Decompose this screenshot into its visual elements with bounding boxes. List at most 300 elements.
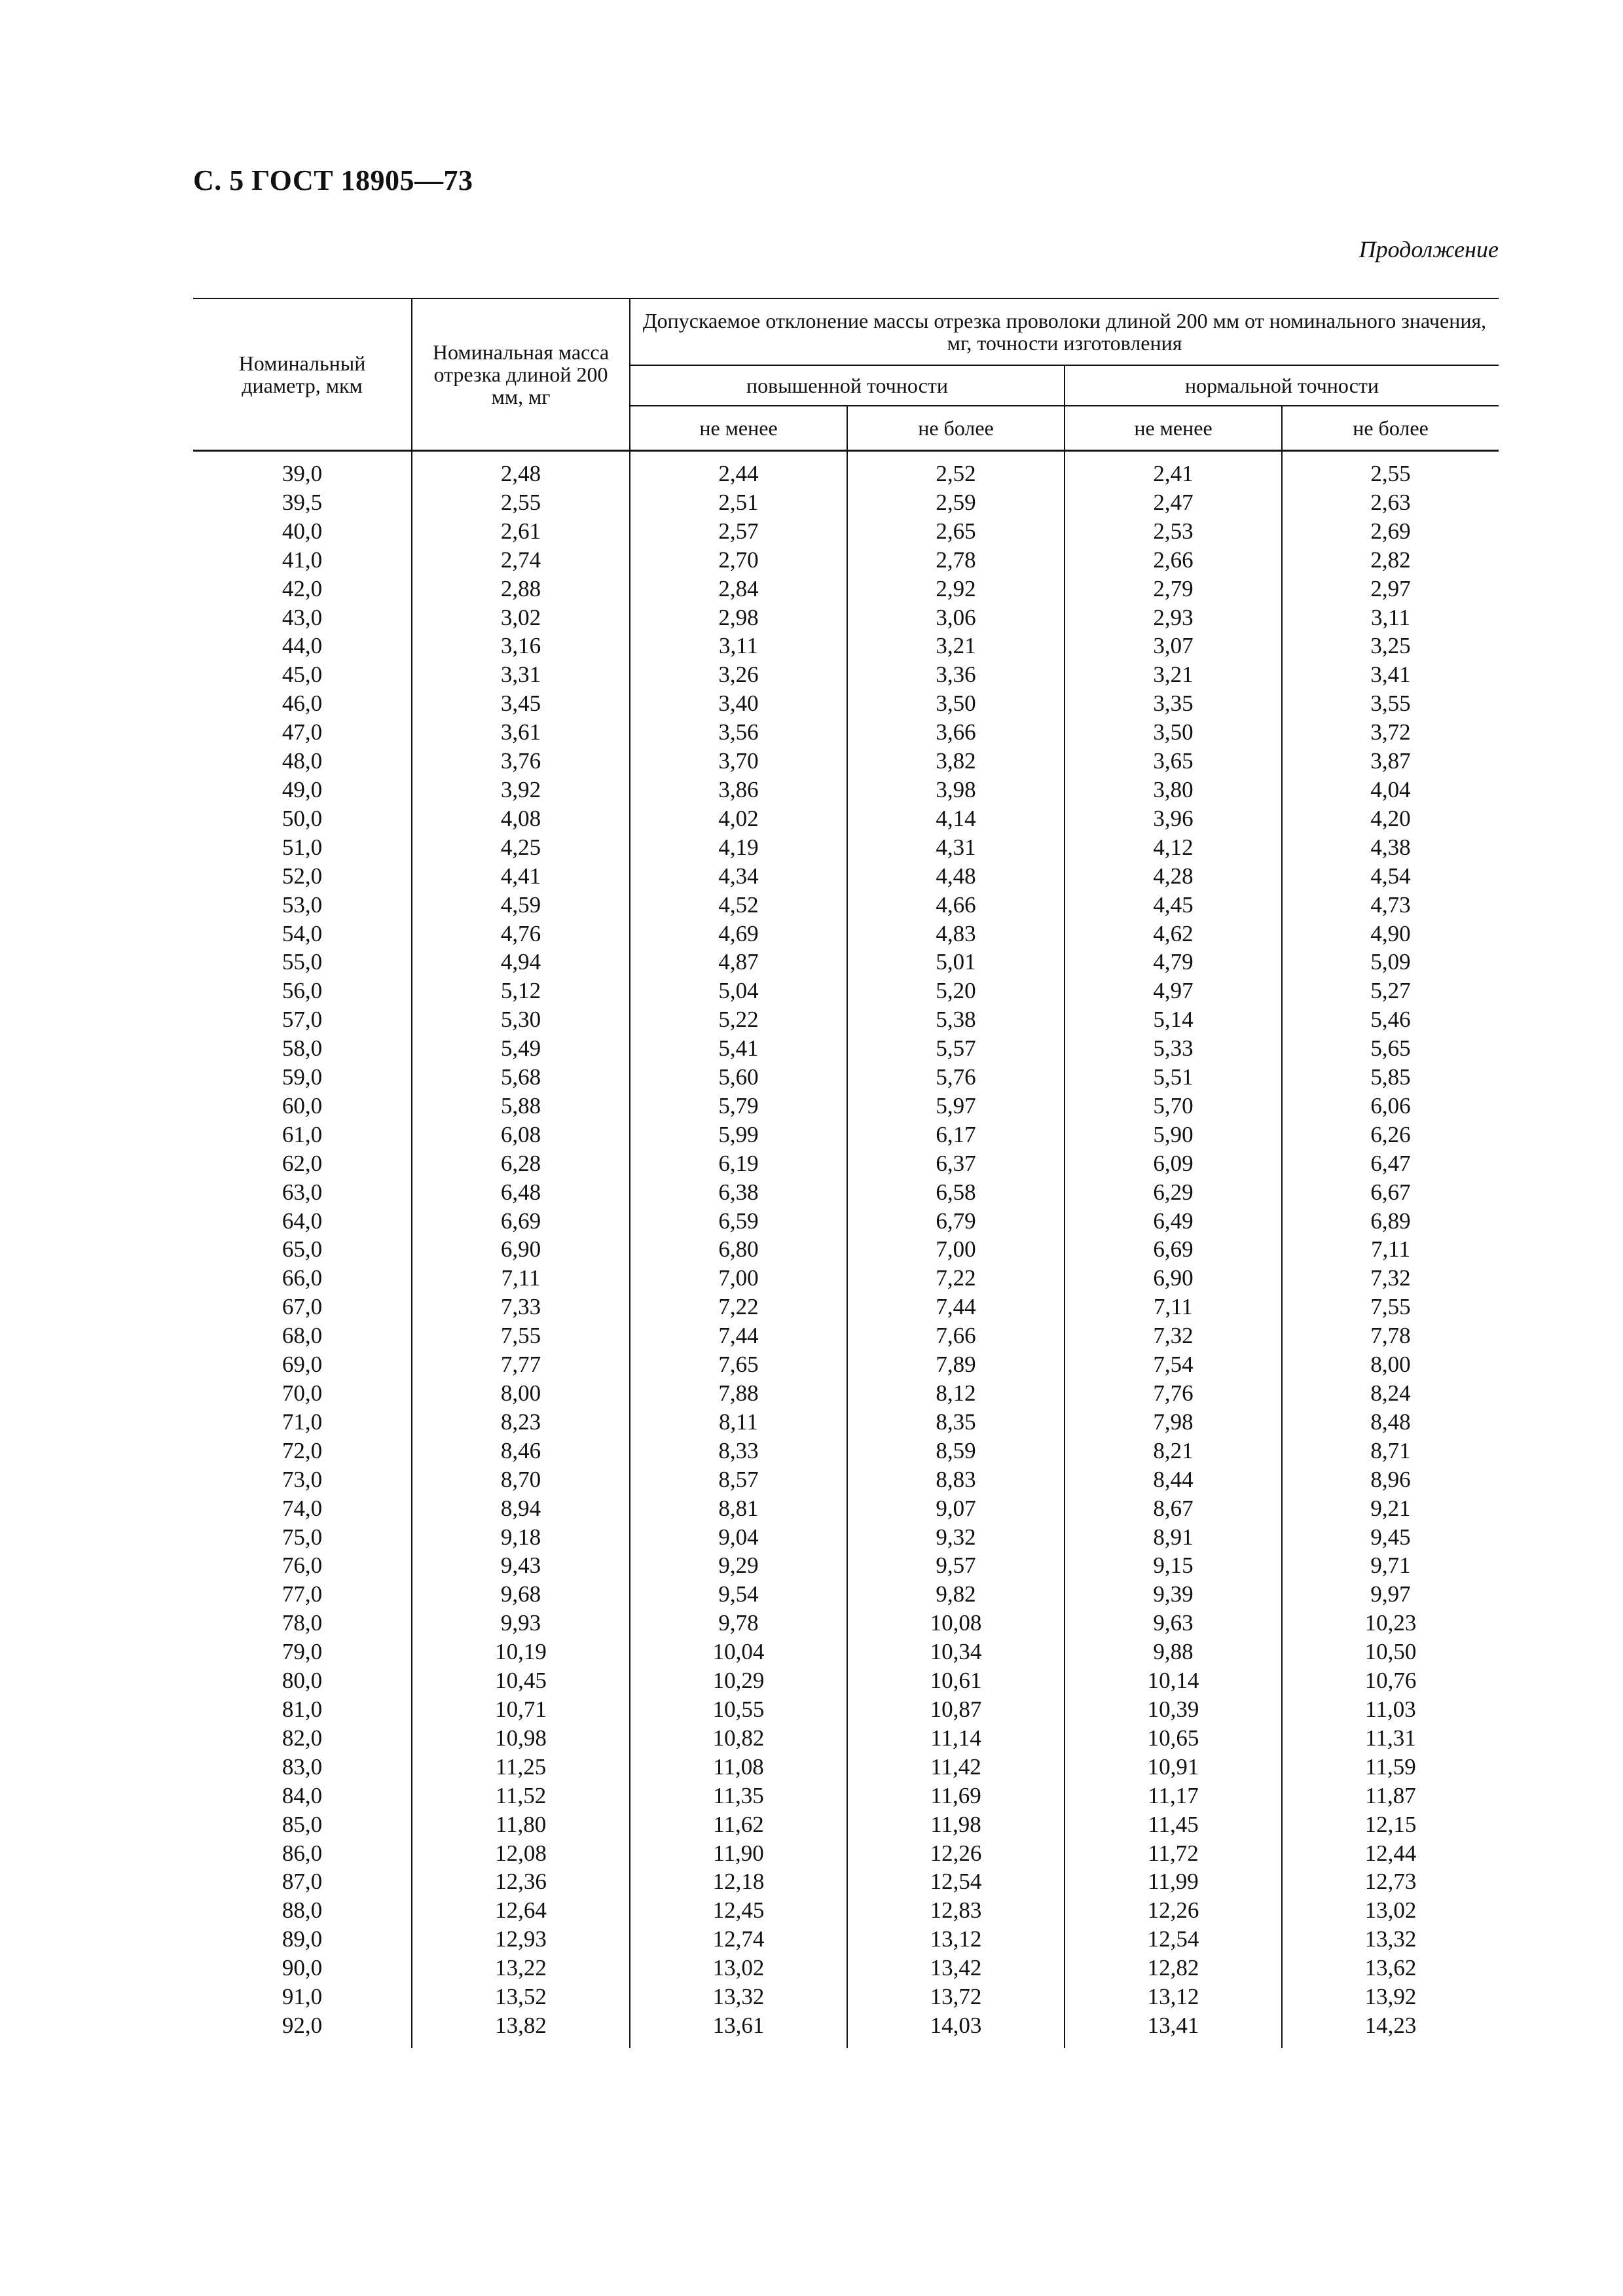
header-increased-accuracy: повышенной точности [630, 365, 1065, 406]
cell-nominal-mass: 12,08 [412, 1839, 630, 1868]
cell-diameter: 66,0 [282, 1265, 323, 1291]
table-row [193, 1207, 1499, 1236]
cell-increased-min: 2,57 [630, 517, 847, 546]
cell-normal-min: 3,96 [1065, 804, 1282, 833]
cell-diameter: 82,0 [282, 1725, 323, 1751]
cell-nominal-mass: 10,98 [412, 1724, 630, 1753]
cell-increased-min: 2,70 [630, 546, 847, 575]
cell-normal-min: 10,91 [1065, 1753, 1282, 1782]
cell-normal-min: 7,32 [1065, 1321, 1282, 1350]
cell-nominal-mass: 6,48 [412, 1178, 630, 1207]
cell-normal-min: 7,11 [1065, 1293, 1282, 1321]
cell-normal-min: 7,76 [1065, 1379, 1282, 1408]
cell-nominal-mass: 8,70 [412, 1465, 630, 1494]
cell-normal-min: 5,51 [1065, 1063, 1282, 1092]
table-row [193, 575, 1499, 603]
cell-increased-max: 8,35 [847, 1408, 1065, 1437]
cell-nominal-mass: 9,93 [412, 1609, 630, 1638]
cell-normal-min: 4,12 [1065, 833, 1282, 862]
cell-increased-max: 9,32 [847, 1523, 1065, 1552]
cell-increased-max: 12,54 [847, 1867, 1065, 1896]
cell-normal-max: 12,44 [1282, 1839, 1499, 1868]
cell-increased-min: 3,26 [630, 660, 847, 689]
table-row [193, 862, 1499, 891]
page-header: С. 5 ГОСТ 18905—73 [193, 164, 473, 196]
cell-normal-min: 5,70 [1065, 1092, 1282, 1121]
table-row [193, 1005, 1499, 1034]
cell-normal-max: 3,41 [1282, 660, 1499, 689]
cell-increased-min: 2,98 [630, 603, 847, 632]
cell-nominal-mass: 12,93 [412, 1925, 630, 1954]
cell-increased-max: 12,26 [847, 1839, 1065, 1868]
cell-normal-min: 4,45 [1065, 891, 1282, 920]
cell-nominal-mass: 9,68 [412, 1580, 630, 1609]
cell-normal-max: 8,48 [1282, 1408, 1499, 1437]
cell-nominal-mass: 3,31 [412, 660, 630, 689]
cell-increased-min: 11,62 [630, 1810, 847, 1839]
cell-increased-min: 8,57 [630, 1465, 847, 1494]
cell-increased-max: 8,12 [847, 1379, 1065, 1408]
continuation-label: Продолжение [1359, 236, 1499, 262]
cell-normal-min: 11,45 [1065, 1810, 1282, 1839]
cell-increased-max: 4,14 [847, 804, 1065, 833]
cell-normal-max: 6,06 [1282, 1092, 1499, 1121]
cell-nominal-mass: 7,77 [412, 1350, 630, 1379]
cell-normal-max: 5,85 [1282, 1063, 1499, 1092]
cell-diameter: 61,0 [282, 1121, 323, 1147]
cell-diameter: 73,0 [282, 1466, 323, 1492]
cell-normal-min: 8,44 [1065, 1465, 1282, 1494]
cell-diameter: 63,0 [282, 1179, 323, 1205]
cell-normal-max: 7,11 [1282, 1235, 1499, 1264]
cell-diameter: 89,0 [282, 1926, 323, 1952]
cell-nominal-mass: 10,19 [412, 1638, 630, 1666]
table-row [193, 920, 1499, 948]
cell-diameter: 58,0 [282, 1035, 323, 1062]
cell-diameter: 57,0 [282, 1007, 323, 1033]
cell-diameter: 64,0 [282, 1208, 323, 1234]
cell-normal-min: 3,35 [1065, 689, 1282, 718]
cell-increased-max: 2,92 [847, 575, 1065, 603]
table-row [193, 1666, 1499, 1695]
cell-normal-max: 11,87 [1282, 1782, 1499, 1810]
cell-normal-max: 2,82 [1282, 546, 1499, 575]
cell-diameter: 39,0 [282, 461, 323, 486]
cell-increased-min: 2,51 [630, 488, 847, 517]
header-nominal-mass: Номинальная масса отрезка длиной 200 мм, мг [412, 298, 630, 451]
cell-nominal-mass: 11,52 [412, 1782, 630, 1810]
cell-diameter: 49,0 [282, 776, 323, 802]
cell-increased-min: 10,29 [630, 1666, 847, 1695]
cell-normal-max: 10,50 [1282, 1638, 1499, 1666]
cell-normal-max: 5,09 [1282, 948, 1499, 977]
cell-diameter: 77,0 [282, 1581, 323, 1607]
cell-diameter: 39,5 [282, 489, 323, 515]
cell-increased-min: 6,59 [630, 1207, 847, 1236]
cell-increased-max: 11,69 [847, 1782, 1065, 1810]
table-row [193, 1867, 1499, 1896]
cell-diameter: 78,0 [282, 1610, 323, 1636]
cell-increased-min: 7,44 [630, 1321, 847, 1350]
cell-increased-max: 4,31 [847, 833, 1065, 862]
cell-increased-min: 7,22 [630, 1293, 847, 1321]
cell-normal-min: 9,63 [1065, 1609, 1282, 1638]
cell-normal-min: 2,66 [1065, 546, 1282, 575]
cell-diameter: 45,0 [282, 662, 323, 688]
table-row [193, 632, 1499, 660]
cell-normal-min: 2,41 [1065, 451, 1282, 488]
cell-normal-min: 3,07 [1065, 632, 1282, 660]
cell-normal-max: 4,73 [1282, 891, 1499, 920]
cell-normal-min: 4,97 [1065, 977, 1282, 1005]
cell-nominal-mass: 7,33 [412, 1293, 630, 1321]
cell-normal-max: 3,25 [1282, 632, 1499, 660]
table-row [193, 1293, 1499, 1321]
cell-increased-max: 13,12 [847, 1925, 1065, 1954]
cell-increased-min: 4,34 [630, 862, 847, 891]
data-table [193, 298, 1499, 2048]
cell-nominal-mass: 4,08 [412, 804, 630, 833]
cell-increased-min: 4,19 [630, 833, 847, 862]
table-row [193, 1954, 1499, 1982]
cell-normal-max: 13,62 [1282, 1954, 1499, 1982]
cell-normal-min: 9,39 [1065, 1580, 1282, 1609]
table-row [193, 1982, 1499, 2011]
table-row [193, 1379, 1499, 1408]
cell-normal-max: 7,55 [1282, 1293, 1499, 1321]
cell-diameter: 91,0 [282, 1984, 323, 2010]
cell-increased-min: 10,82 [630, 1724, 847, 1753]
cell-increased-min: 7,65 [630, 1350, 847, 1379]
cell-normal-max: 7,32 [1282, 1264, 1499, 1293]
cell-normal-max: 13,32 [1282, 1925, 1499, 1954]
cell-normal-max: 3,55 [1282, 689, 1499, 718]
cell-normal-min: 11,99 [1065, 1867, 1282, 1896]
cell-increased-max: 11,98 [847, 1810, 1065, 1839]
cell-increased-max: 3,50 [847, 689, 1065, 718]
cell-normal-max: 2,69 [1282, 517, 1499, 546]
table-row [193, 1896, 1499, 1925]
cell-increased-max: 14,03 [847, 2011, 1065, 2048]
cell-nominal-mass: 8,00 [412, 1379, 630, 1408]
cell-increased-max: 13,42 [847, 1954, 1065, 1982]
table-row [193, 1264, 1499, 1293]
cell-normal-min: 7,98 [1065, 1408, 1282, 1437]
cell-increased-max: 5,20 [847, 977, 1065, 1005]
cell-diameter: 59,0 [282, 1064, 323, 1090]
cell-normal-min: 6,49 [1065, 1207, 1282, 1236]
table-row [193, 451, 1499, 488]
table-row [193, 1350, 1499, 1379]
cell-normal-max: 6,47 [1282, 1149, 1499, 1178]
cell-nominal-mass: 5,49 [412, 1034, 630, 1063]
cell-increased-max: 2,52 [847, 451, 1065, 488]
cell-nominal-mass: 4,94 [412, 948, 630, 977]
table-header [193, 298, 1499, 451]
cell-increased-min: 3,70 [630, 747, 847, 776]
cell-increased-min: 9,04 [630, 1523, 847, 1552]
cell-increased-max: 10,34 [847, 1638, 1065, 1666]
cell-diameter: 79,0 [282, 1639, 323, 1665]
cell-increased-min: 8,33 [630, 1437, 847, 1465]
cell-normal-max: 10,23 [1282, 1609, 1499, 1638]
cell-normal-max: 8,24 [1282, 1379, 1499, 1408]
cell-normal-max: 2,63 [1282, 488, 1499, 517]
cell-normal-min: 2,47 [1065, 488, 1282, 517]
cell-normal-max: 6,26 [1282, 1121, 1499, 1149]
cell-nominal-mass: 12,64 [412, 1896, 630, 1925]
cell-normal-min: 2,53 [1065, 517, 1282, 546]
cell-diameter: 52,0 [282, 863, 323, 889]
cell-normal-min: 10,39 [1065, 1695, 1282, 1724]
cell-nominal-mass: 3,45 [412, 689, 630, 718]
cell-diameter: 62,0 [282, 1150, 323, 1176]
cell-normal-min: 10,65 [1065, 1724, 1282, 1753]
cell-increased-min: 5,41 [630, 1034, 847, 1063]
cell-nominal-mass: 3,61 [412, 718, 630, 747]
cell-increased-max: 6,37 [847, 1149, 1065, 1178]
cell-increased-max: 2,59 [847, 488, 1065, 517]
cell-normal-min: 6,90 [1065, 1264, 1282, 1293]
cell-normal-min: 4,62 [1065, 920, 1282, 948]
cell-increased-min: 5,22 [630, 1005, 847, 1034]
cell-normal-max: 4,90 [1282, 920, 1499, 948]
cell-nominal-mass: 2,55 [412, 488, 630, 517]
cell-normal-min: 12,82 [1065, 1954, 1282, 1982]
cell-increased-min: 11,90 [630, 1839, 847, 1868]
cell-diameter: 44,0 [282, 633, 323, 659]
cell-increased-max: 7,44 [847, 1293, 1065, 1321]
cell-nominal-mass: 6,69 [412, 1207, 630, 1236]
cell-normal-max: 3,11 [1282, 603, 1499, 632]
cell-increased-min: 8,11 [630, 1408, 847, 1437]
cell-normal-max: 9,45 [1282, 1523, 1499, 1552]
cell-normal-max: 4,20 [1282, 804, 1499, 833]
cell-normal-max: 3,87 [1282, 747, 1499, 776]
cell-normal-min: 8,91 [1065, 1523, 1282, 1552]
cell-normal-min: 6,09 [1065, 1149, 1282, 1178]
cell-increased-min: 2,84 [630, 575, 847, 603]
cell-normal-max: 2,55 [1282, 451, 1499, 488]
cell-normal-min: 11,72 [1065, 1839, 1282, 1868]
cell-nominal-mass: 3,16 [412, 632, 630, 660]
cell-normal-max: 2,97 [1282, 575, 1499, 603]
cell-normal-max: 8,96 [1282, 1465, 1499, 1494]
cell-increased-min: 11,08 [630, 1753, 847, 1782]
cell-diameter: 67,0 [282, 1294, 323, 1320]
cell-nominal-mass: 2,88 [412, 575, 630, 603]
cell-increased-min: 5,60 [630, 1063, 847, 1092]
table-row [193, 1494, 1499, 1523]
table-row [193, 1839, 1499, 1868]
cell-normal-max: 12,73 [1282, 1867, 1499, 1896]
cell-normal-max: 8,00 [1282, 1350, 1499, 1379]
cell-nominal-mass: 12,36 [412, 1867, 630, 1896]
cell-nominal-mass: 2,74 [412, 546, 630, 575]
cell-nominal-mass: 13,82 [412, 2011, 630, 2048]
header-diameter: Номинальный диаметр, мкм [238, 351, 366, 397]
cell-increased-min: 4,69 [630, 920, 847, 948]
cell-increased-max: 10,87 [847, 1695, 1065, 1724]
cell-increased-min: 5,99 [630, 1121, 847, 1149]
cell-normal-max: 10,76 [1282, 1666, 1499, 1695]
table-row [193, 1121, 1499, 1149]
cell-normal-max: 9,97 [1282, 1580, 1499, 1609]
cell-nominal-mass: 5,88 [412, 1092, 630, 1121]
cell-increased-min: 6,38 [630, 1178, 847, 1207]
cell-normal-max: 14,23 [1282, 2011, 1499, 2048]
cell-normal-max: 7,78 [1282, 1321, 1499, 1350]
cell-increased-max: 9,57 [847, 1551, 1065, 1580]
cell-nominal-mass: 6,28 [412, 1149, 630, 1178]
header-increased-max: не более [847, 406, 1065, 451]
table-row [193, 1638, 1499, 1666]
cell-diameter: 50,0 [282, 805, 323, 831]
cell-increased-min: 5,04 [630, 977, 847, 1005]
cell-increased-min: 4,02 [630, 804, 847, 833]
cell-normal-min: 3,80 [1065, 776, 1282, 804]
table-row [193, 1465, 1499, 1494]
cell-increased-max: 9,82 [847, 1580, 1065, 1609]
header-increased-min: не менее [630, 406, 847, 451]
cell-nominal-mass: 6,90 [412, 1235, 630, 1264]
cell-increased-max: 6,79 [847, 1207, 1065, 1236]
table-row [193, 718, 1499, 747]
cell-increased-max: 7,00 [847, 1235, 1065, 1264]
cell-normal-min: 11,17 [1065, 1782, 1282, 1810]
cell-normal-min: 6,69 [1065, 1235, 1282, 1264]
header-deviation: Допускаемое отклонение массы отрезка проволоки длиной 200 мм от номинального значения, мг, точности изготовления [630, 298, 1499, 365]
table-row [193, 1609, 1499, 1638]
table-row [193, 1092, 1499, 1121]
cell-normal-min: 12,54 [1065, 1925, 1282, 1954]
cell-diameter: 56,0 [282, 978, 323, 1004]
cell-nominal-mass: 8,23 [412, 1408, 630, 1437]
cell-normal-max: 11,03 [1282, 1695, 1499, 1724]
cell-diameter: 41,0 [282, 547, 323, 573]
cell-normal-max: 4,04 [1282, 776, 1499, 804]
cell-increased-min: 12,18 [630, 1867, 847, 1896]
cell-normal-min: 12,26 [1065, 1896, 1282, 1925]
cell-diameter: 40,0 [282, 518, 323, 544]
cell-increased-max: 13,72 [847, 1982, 1065, 2011]
cell-increased-min: 13,02 [630, 1954, 847, 1982]
cell-nominal-mass: 4,41 [412, 862, 630, 891]
cell-increased-min: 9,29 [630, 1551, 847, 1580]
cell-increased-min: 8,81 [630, 1494, 847, 1523]
cell-normal-min: 9,15 [1065, 1551, 1282, 1580]
cell-increased-min: 13,61 [630, 2011, 847, 2048]
table-row [193, 1149, 1499, 1178]
cell-increased-max: 4,83 [847, 920, 1065, 948]
cell-increased-max: 8,83 [847, 1465, 1065, 1494]
cell-increased-min: 3,40 [630, 689, 847, 718]
data-table-container [193, 298, 1499, 2048]
table-row [193, 488, 1499, 517]
cell-normal-max: 11,59 [1282, 1753, 1499, 1782]
table-row [193, 603, 1499, 632]
cell-normal-max: 11,31 [1282, 1724, 1499, 1753]
cell-increased-max: 3,06 [847, 603, 1065, 632]
cell-diameter: 76,0 [282, 1552, 323, 1579]
cell-nominal-mass: 5,68 [412, 1063, 630, 1092]
table-row [193, 1782, 1499, 1810]
cell-diameter: 83,0 [282, 1753, 323, 1780]
cell-normal-min: 2,93 [1065, 603, 1282, 632]
cell-diameter: 43,0 [282, 604, 323, 630]
cell-nominal-mass: 9,18 [412, 1523, 630, 1552]
cell-increased-max: 8,59 [847, 1437, 1065, 1465]
cell-normal-max: 12,15 [1282, 1810, 1499, 1839]
table-row [193, 833, 1499, 862]
table-row [193, 1925, 1499, 1954]
cell-normal-min: 2,79 [1065, 575, 1282, 603]
cell-nominal-mass: 5,30 [412, 1005, 630, 1034]
table-row [193, 1321, 1499, 1350]
cell-normal-min: 10,14 [1065, 1666, 1282, 1695]
cell-diameter: 90,0 [282, 1955, 323, 1981]
cell-increased-max: 4,66 [847, 891, 1065, 920]
cell-increased-max: 11,42 [847, 1753, 1065, 1782]
cell-diameter: 42,0 [282, 575, 323, 601]
cell-increased-min: 9,54 [630, 1580, 847, 1609]
cell-diameter: 55,0 [282, 949, 323, 975]
cell-increased-max: 7,89 [847, 1350, 1065, 1379]
cell-diameter: 65,0 [282, 1236, 323, 1263]
header-normal-accuracy: нормальной точности [1065, 365, 1499, 406]
cell-increased-max: 3,21 [847, 632, 1065, 660]
cell-diameter: 85,0 [282, 1811, 323, 1837]
cell-normal-max: 6,89 [1282, 1207, 1499, 1236]
cell-increased-min: 7,88 [630, 1379, 847, 1408]
cell-nominal-mass: 3,76 [412, 747, 630, 776]
cell-increased-max: 5,38 [847, 1005, 1065, 1034]
table-body [193, 451, 1499, 2048]
cell-normal-max: 13,92 [1282, 1982, 1499, 2011]
cell-increased-max: 11,14 [847, 1724, 1065, 1753]
cell-normal-max: 4,38 [1282, 833, 1499, 862]
cell-increased-min: 11,35 [630, 1782, 847, 1810]
cell-nominal-mass: 5,12 [412, 977, 630, 1005]
cell-nominal-mass: 13,52 [412, 1982, 630, 2011]
table-row [193, 1810, 1499, 1839]
table-row [193, 776, 1499, 804]
cell-normal-max: 3,72 [1282, 718, 1499, 747]
cell-increased-max: 5,97 [847, 1092, 1065, 1121]
table-row [193, 1034, 1499, 1063]
cell-diameter: 74,0 [282, 1495, 323, 1521]
table-row [193, 660, 1499, 689]
cell-increased-min: 12,74 [630, 1925, 847, 1954]
cell-diameter: 60,0 [282, 1092, 323, 1119]
cell-normal-min: 8,67 [1065, 1494, 1282, 1523]
cell-normal-max: 9,21 [1282, 1494, 1499, 1523]
cell-diameter: 68,0 [282, 1323, 323, 1349]
cell-increased-max: 3,98 [847, 776, 1065, 804]
cell-normal-min: 9,88 [1065, 1638, 1282, 1666]
cell-normal-min: 3,65 [1065, 747, 1282, 776]
cell-increased-max: 7,66 [847, 1321, 1065, 1350]
cell-diameter: 53,0 [282, 891, 323, 918]
cell-nominal-mass: 3,92 [412, 776, 630, 804]
cell-nominal-mass: 4,76 [412, 920, 630, 948]
cell-increased-min: 12,45 [630, 1896, 847, 1925]
cell-increased-max: 4,48 [847, 862, 1065, 891]
cell-normal-min: 8,21 [1065, 1437, 1282, 1465]
cell-diameter: 81,0 [282, 1696, 323, 1722]
cell-diameter: 71,0 [282, 1408, 323, 1435]
cell-normal-max: 5,46 [1282, 1005, 1499, 1034]
